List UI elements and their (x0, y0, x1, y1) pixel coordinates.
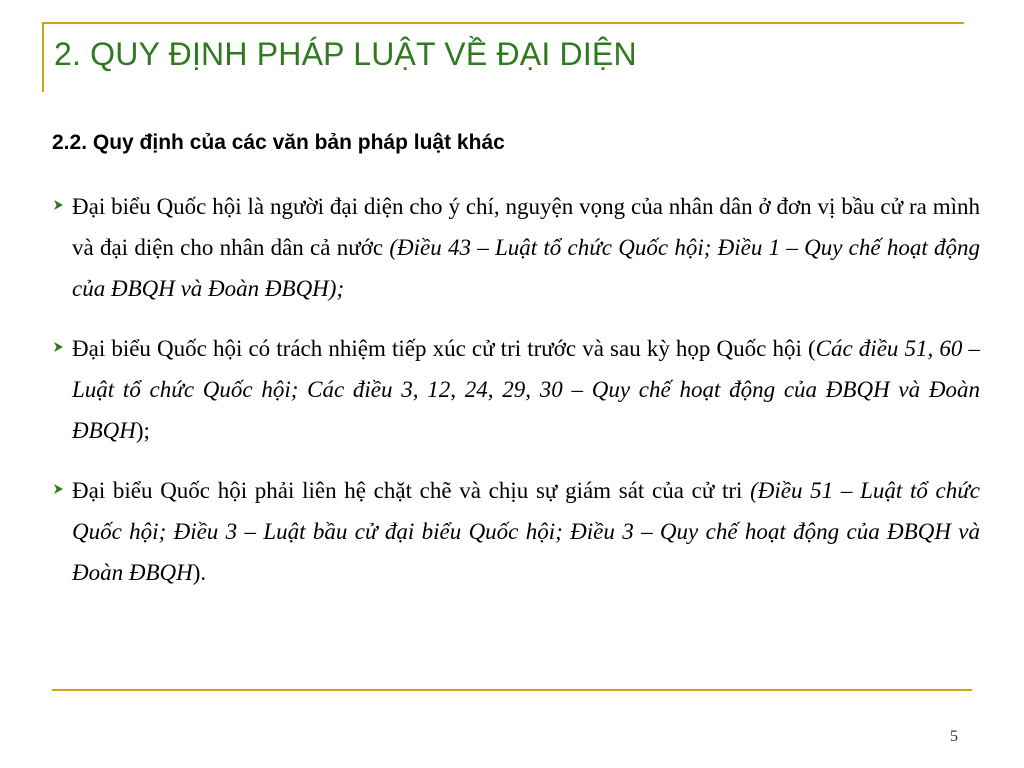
bullet-item (52, 186, 980, 309)
bullet-text: Đại biểu Quốc hội có trách nhiệm tiếp xúc cử tri trước và sau kỳ họp Quốc hội ( (72, 336, 816, 361)
bullet-text: Đại biểu Quốc hội là người đại diện cho ý chí, nguyện vọng của nhân dân ở đơn vị bầu cử ra mình và đại diện cho nhân dân cả nước (72, 194, 980, 260)
top-rule (42, 22, 964, 24)
bullet-text: Đại biểu Quốc hội phải liên hệ chặt chẽ và chịu sự giám sát của cử tri (72, 478, 751, 503)
bullet-citation: (Điều 43 – Luật tổ chức Quốc hội; Điều 1 – Quy chế hoạt động của ĐBQH và Đoàn ĐBQH); (72, 235, 980, 301)
slide-title: 2. QUY ĐỊNH PHÁP LUẬT VỀ ĐẠI DIỆN (54, 36, 637, 72)
bullet-item (52, 470, 980, 593)
bottom-rule (52, 689, 972, 691)
arrow-bullet-icon (52, 483, 64, 495)
page-number: 5 (950, 728, 958, 745)
title-side-rule (42, 22, 44, 92)
bullet-suffix: ); (135, 418, 150, 443)
bullet-item (52, 328, 980, 451)
arrow-bullet-icon (52, 341, 64, 353)
bullet-citation: Các điều 51, 60 – Luật tổ chức Quốc hội; Các điều 3, 12, 24, 29, 30 – Quy chế hoạt động của ĐBQH và Đoàn ĐBQH (72, 336, 980, 443)
bullet-suffix: ). (192, 560, 207, 585)
bullet-citation: (Điều 51 – Luật tổ chức Quốc hội; Điều 3 – Luật bầu cử đại biểu Quốc hội; Điều 3 – Quy chế hoạt động của ĐBQH và Đoàn ĐBQH (72, 478, 980, 585)
section-subtitle: 2.2. Quy định của các văn bản pháp luật khác (52, 131, 505, 154)
arrow-bullet-icon (52, 199, 64, 211)
